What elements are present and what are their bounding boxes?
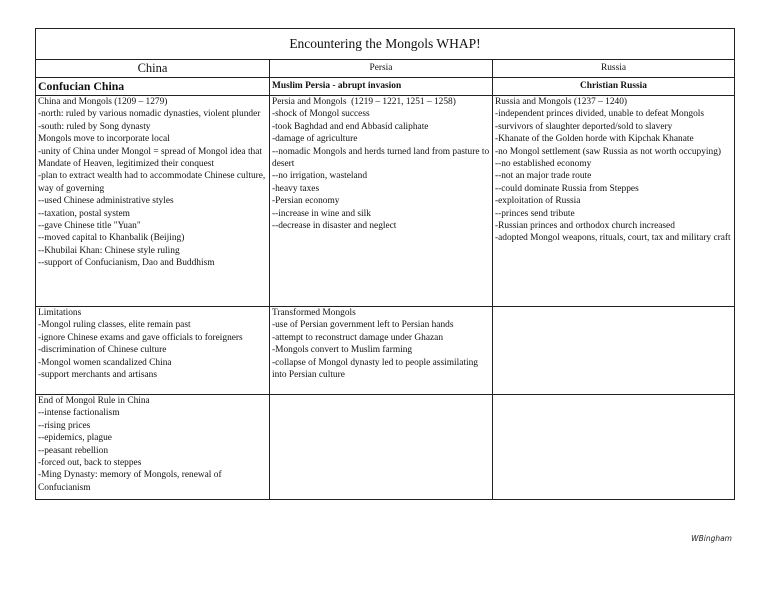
cell-china-end-of-rule — [36, 395, 270, 500]
cell-line: -no Mongol settlement (saw Russia as not worth occupying) — [495, 146, 722, 157]
column-header-persia: Persia — [270, 60, 493, 78]
cell-line: --nomadic Mongols and herds turned land from pasture to desert — [272, 146, 492, 170]
cell-line: Russia and Mongols (1237 – 1240) — [495, 97, 628, 107]
cell-line: --Khubilai Khan: Chinese style ruling — [38, 245, 180, 256]
cell-line: -Mongol ruling classes, elite remain past — [38, 320, 191, 331]
cell-line: Transformed Mongols — [272, 308, 356, 318]
cell-line: --no irrigation, wasteland — [272, 171, 368, 182]
cell-line: -survivors of slaughter deported/sold to slavery — [495, 121, 673, 132]
cell-line: -forced out, back to steppes — [38, 458, 142, 469]
cell-russia-empty-2 — [493, 307, 735, 395]
cell-china-limitations — [36, 307, 270, 395]
cell-russia-empty-3 — [493, 395, 735, 500]
cell-line: -exploitation of Russia — [495, 196, 581, 207]
cell-persia-transformed — [270, 307, 493, 395]
subheading-china: Confucian China — [36, 78, 270, 96]
cell-line: -use of Persian government left to Persian hands — [272, 320, 454, 331]
cell-line: -Khanate of the Golden horde with Kipchak Khanate — [495, 134, 694, 145]
cell-line: --not an major trade route — [495, 171, 592, 182]
cell-line: -south: ruled by Song dynasty — [38, 121, 151, 132]
column-header-china: China — [36, 60, 270, 78]
cell-line: --increase in wine and silk — [272, 208, 371, 219]
cell-line: --epidemics, plague — [38, 433, 112, 444]
cell-line: -support merchants and artisans — [38, 370, 157, 381]
cell-line: -Mongol women scandalized China — [38, 357, 172, 368]
author-signature: WBingham — [691, 534, 732, 543]
cell-line: --used Chinese administrative styles — [38, 196, 174, 207]
cell-line: --decrease in disaster and neglect — [272, 221, 397, 232]
cell-line: --taxation, postal system — [38, 208, 130, 219]
cell-line: --gave Chinese title "Yuan" — [38, 221, 141, 232]
cell-line: --princes send tribute — [495, 208, 575, 219]
cell-line: -took Baghdad and end Abbasid caliphate — [272, 121, 429, 132]
cell-line: --no established economy — [495, 159, 592, 170]
cell-line: -Ming Dynasty: memory of Mongols, renewal of Confucianism — [38, 470, 224, 493]
cell-line: -discrimination of Chinese culture — [38, 345, 167, 356]
cell-line: Mongols move to incorporate local — [38, 134, 170, 145]
cell-line: -ignore Chinese exams and gave officials to foreigners — [38, 332, 243, 343]
cell-line: -unity of China under Mongol = spread of Mongol idea that Mandate of Heaven, legitimized their conquest — [38, 146, 265, 170]
subheading-persia: Muslim Persia - abrupt invasion — [270, 78, 493, 96]
cell-line: --could dominate Russia from Steppes — [495, 183, 639, 194]
cell-line: Limitations — [38, 308, 82, 318]
page-title: Encountering the Mongols WHAP! — [36, 29, 735, 60]
cell-line: --support of Confucianism, Dao and Buddhism — [38, 258, 215, 269]
cell-persia-empty-3 — [270, 395, 493, 500]
cell-line: -Russian princes and orthodox church increased — [495, 221, 675, 232]
cell-line: -damage of agriculture — [272, 134, 358, 145]
cell-line: -heavy taxes — [272, 183, 320, 194]
cell-line: -collapse of Mongol dynasty led to people assimilating into Persian culture — [272, 357, 481, 381]
cell-line: Persia and Mongols (1219 – 1221, 1251 – 1258) — [272, 97, 456, 107]
cell-line: --moved capital to Khanbalik (Beijing) — [38, 233, 185, 244]
cell-line: -Persian economy — [272, 196, 340, 207]
cell-line: --rising prices — [38, 420, 91, 431]
cell-line: -Mongols convert to Muslim farming — [272, 345, 413, 356]
cell-line: -north: ruled by various nomadic dynasties, violent plunder — [38, 109, 261, 120]
cell-line: End of Mongol Rule in China — [38, 396, 150, 406]
cell-line: --peasant rebellion — [38, 445, 109, 456]
mongols-table — [35, 28, 735, 500]
cell-russia-overview — [493, 96, 735, 307]
cell-persia-overview — [270, 96, 493, 307]
cell-line: -independent princes divided, unable to defeat Mongols — [495, 109, 705, 120]
cell-line: --intense factionalism — [38, 408, 120, 419]
cell-line: -attempt to reconstruct damage under Ghazan — [272, 332, 444, 343]
cell-line: China and Mongols (1209 – 1279) — [38, 97, 168, 107]
cell-line: -shock of Mongol success — [272, 109, 370, 120]
column-header-russia: Russia — [493, 60, 735, 78]
cell-line: -plan to extract wealth had to accommodate Chinese culture, way of governing — [38, 171, 268, 194]
subheading-russia: Christian Russia — [493, 78, 735, 96]
cell-china-overview — [36, 96, 270, 307]
cell-line: -adopted Mongol weapons, rituals, court, tax and military craft — [495, 233, 731, 244]
